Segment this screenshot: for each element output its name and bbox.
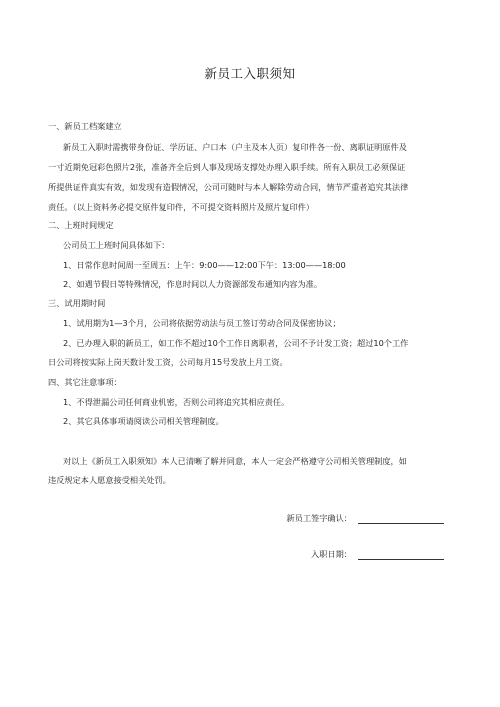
probation-item-2-line-1: 2、已办理入职的新员工，如工作不超过10个工作日离职者，公司不予计发工资；超过10个工作: [63, 338, 409, 348]
statement-line-2: 违反规定本人愿意接受相关处罚。: [48, 475, 171, 485]
entry-date-label: 入职日期：: [311, 549, 352, 559]
archive-paragraph-line-3: 所提供证件真实有效，如发现有造假情况，公司可随时与本人解除劳动合同，情节严重者追究其法律: [48, 182, 409, 192]
entry-date-row: [311, 549, 444, 560]
other-notes-item-1: 1、不得泄漏公司任何商业机密，否则公司将追究其相应责任。: [63, 397, 290, 407]
section-heading-probation: 三、试用期时间: [48, 298, 106, 308]
work-hours-item-1: 1、日常作息时间周一至周五：上午：9:00——12:00下午：13:00——18:00: [63, 260, 346, 270]
archive-paragraph-line-2: 一寸近期免冠彩色照片2张，准备齐全后到人事及现场支撑处办理入职手续。所有入职员工必须保证: [48, 162, 406, 172]
other-notes-item-2: 2、其它具体事项请阅读公司相关管理制度。: [63, 416, 224, 426]
document-title: 新员工入职须知: [204, 66, 296, 81]
section-heading-other-notes: 四、其它注意事项：: [48, 377, 122, 387]
signature-label: 新员工签字确认：: [286, 513, 352, 523]
statement-line-1: 对以上《新员工入职须知》本人已清晰了解并同意，本人一定会严格遵守公司相关管理制度，如: [63, 456, 407, 466]
archive-paragraph-line-4: 责任。（以上资料务必提交原件复印件，不可提交资料照片及照片复印件）: [48, 202, 315, 212]
probation-item-2-line-2: 日公司将按实际上岗天数计发工资，公司每月15号发放上月工资。: [48, 357, 288, 367]
probation-item-1: 1、试用期为1—3个月，公司将依据劳动法与员工签订劳动合同及保密协议；: [63, 318, 341, 328]
work-hours-intro: 公司员工上班时间具体如下：: [63, 240, 170, 250]
signature-field[interactable]: [358, 514, 444, 524]
section-heading-archive: 一、新员工档案建立: [48, 121, 122, 131]
archive-paragraph-line-1: 新员工入职时需携带身份证、学历证、户口本（户主及本人页）复印件各一份、离职证明原件及: [63, 142, 407, 152]
entry-date-field[interactable]: [358, 550, 444, 560]
signature-row: [286, 513, 444, 524]
section-heading-work-hours: 二、上班时间规定: [48, 220, 114, 230]
work-hours-item-2: 2、如遇节假日等特殊情况，作息时间以人力资源部发布通知内容为准。: [63, 279, 323, 289]
